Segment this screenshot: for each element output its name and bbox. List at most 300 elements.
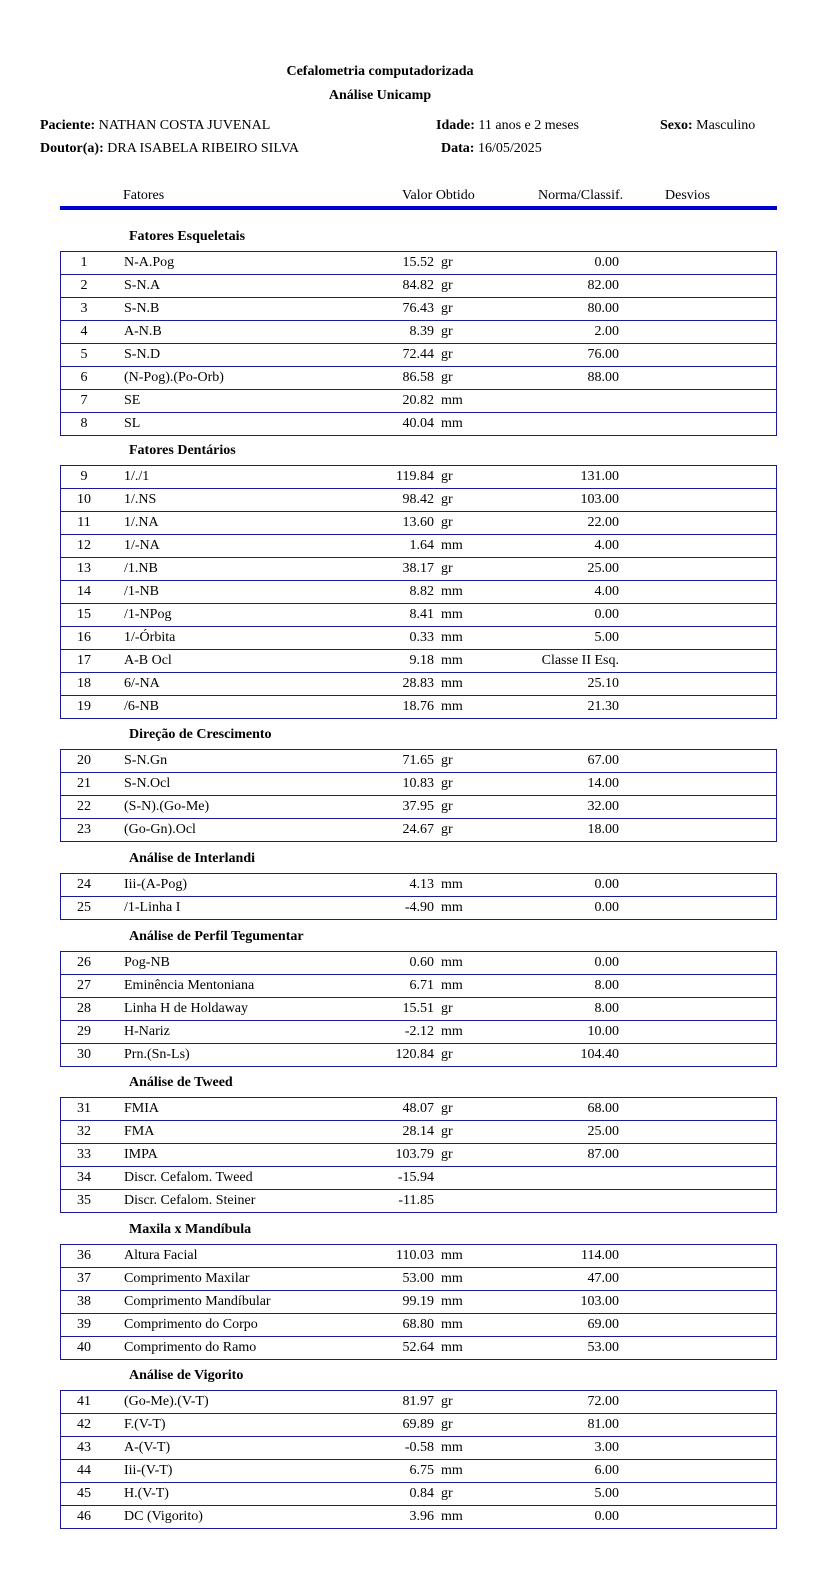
obtained-value: 38.17 [402, 561, 434, 576]
table-row [61, 604, 776, 627]
obtained-value: 40.04 [402, 416, 434, 431]
row-number: 20 [77, 753, 91, 768]
obtained-value: 0.84 [409, 1486, 434, 1501]
factor-name: /1-NPog [124, 607, 172, 622]
section-table [60, 951, 777, 1067]
norm-value: 0.00 [594, 255, 619, 270]
obtained-value: -0.58 [404, 1440, 434, 1455]
factor-name: Iii-(V-T) [124, 1463, 173, 1478]
section-table [60, 873, 777, 920]
row-number: 12 [77, 538, 91, 553]
factor-name: (Go-Me).(V-T) [124, 1394, 209, 1409]
table-row [61, 344, 776, 367]
table-row [61, 750, 776, 773]
value-unit: mm [441, 676, 463, 691]
factor-name: FMA [124, 1124, 155, 1139]
row-number: 42 [77, 1417, 91, 1432]
value-unit: mm [441, 630, 463, 645]
factor-name: A-B Ocl [124, 653, 172, 668]
table-row [61, 558, 776, 581]
section-title: Maxila x Mandíbula [129, 1222, 252, 1237]
value-unit: gr [441, 1047, 453, 1062]
section-table [60, 465, 777, 719]
obtained-value: 0.60 [409, 955, 434, 970]
value-unit: mm [441, 699, 463, 714]
table-row [61, 298, 776, 321]
value-unit: mm [441, 1248, 463, 1263]
section-title: Análise de Vigorito [129, 1368, 244, 1383]
value-unit: gr [441, 822, 453, 837]
value-unit: mm [441, 653, 463, 668]
row-number: 17 [77, 653, 91, 668]
norm-value: 21.30 [587, 699, 619, 714]
section-table [60, 1097, 777, 1213]
factor-name: 1/.NS [124, 492, 157, 507]
norm-value: 5.00 [594, 630, 619, 645]
value-unit: gr [441, 515, 453, 530]
factor-name: H.(V-T) [124, 1486, 169, 1501]
factor-name: Discr. Cefalom. Steiner [124, 1193, 256, 1208]
patient-label: Paciente: [40, 118, 96, 133]
obtained-value: 103.79 [395, 1147, 434, 1162]
obtained-value: 6.71 [409, 978, 434, 993]
value-unit: mm [441, 900, 463, 915]
obtained-value: 86.58 [402, 370, 434, 385]
table-row [61, 252, 776, 275]
row-number: 25 [77, 900, 91, 915]
row-number: 30 [77, 1047, 91, 1062]
norm-value: 5.00 [594, 1486, 619, 1501]
table-row [61, 1044, 776, 1067]
row-number: 9 [80, 469, 88, 484]
row-number: 39 [77, 1317, 91, 1332]
col-header-valor: Valor Obtido [402, 188, 475, 203]
row-number: 1 [80, 255, 88, 270]
norm-value: 8.00 [594, 978, 619, 993]
value-unit: gr [441, 301, 453, 316]
value-unit: mm [441, 1024, 463, 1039]
value-unit: mm [441, 978, 463, 993]
row-number: 32 [77, 1124, 91, 1139]
obtained-value: -11.85 [398, 1193, 434, 1208]
row-number: 13 [77, 561, 91, 576]
norm-value: 0.00 [594, 900, 619, 915]
obtained-value: 18.76 [402, 699, 434, 714]
factor-name: Linha H de Holdaway [124, 1001, 249, 1016]
sex-line [660, 118, 755, 134]
row-number: 29 [77, 1024, 91, 1039]
row-number: 18 [77, 676, 91, 691]
norm-value: 69.00 [587, 1317, 619, 1332]
norm-value: 103.00 [580, 1294, 619, 1309]
norm-value: 6.00 [594, 1463, 619, 1478]
obtained-value: 53.00 [402, 1271, 434, 1286]
factor-name: /6-NB [124, 699, 159, 714]
obtained-value: 71.65 [402, 753, 434, 768]
value-unit: gr [441, 1001, 453, 1016]
obtained-value: 84.82 [402, 278, 434, 293]
norm-value: 53.00 [587, 1340, 619, 1355]
factor-name: Prn.(Sn-Ls) [124, 1047, 190, 1062]
obtained-value: 28.83 [402, 676, 434, 691]
table-row [61, 998, 776, 1021]
table-row [61, 489, 776, 512]
table-row [61, 1268, 776, 1291]
table-row [61, 1098, 776, 1121]
row-number: 36 [77, 1248, 91, 1263]
obtained-value: -15.94 [397, 1170, 434, 1185]
value-unit: mm [441, 1294, 463, 1309]
table-row [61, 321, 776, 344]
row-number: 10 [77, 492, 91, 507]
norm-value: 81.00 [587, 1417, 619, 1432]
obtained-value: 1.64 [409, 538, 434, 553]
row-number: 15 [77, 607, 91, 622]
date-value: 16/05/2025 [477, 141, 542, 156]
row-number: 44 [77, 1463, 91, 1478]
table-row [61, 1314, 776, 1337]
factor-name: N-A.Pog [124, 255, 175, 270]
factor-name: S-N.A [124, 278, 161, 293]
row-number: 22 [77, 799, 91, 814]
table-row [61, 796, 776, 819]
value-unit: gr [441, 278, 453, 293]
value-unit: mm [441, 1463, 463, 1478]
obtained-value: 110.03 [396, 1248, 434, 1263]
table-row [61, 581, 776, 604]
row-number: 7 [80, 393, 88, 408]
value-unit: mm [441, 584, 463, 599]
norm-value: 88.00 [587, 370, 619, 385]
norm-value: 0.00 [594, 607, 619, 622]
table-row [61, 1245, 776, 1268]
obtained-value: 10.83 [402, 776, 434, 791]
factor-name: F.(V-T) [124, 1417, 166, 1432]
obtained-value: 8.82 [409, 584, 434, 599]
row-number: 6 [80, 370, 88, 385]
obtained-value: 4.13 [409, 877, 434, 892]
row-number: 8 [80, 416, 88, 431]
norm-value: 14.00 [587, 776, 619, 791]
row-number: 45 [77, 1486, 91, 1501]
section-title: Análise de Tweed [129, 1075, 233, 1090]
age-label: Idade: [436, 118, 475, 133]
table-row [61, 1391, 776, 1414]
value-unit: gr [441, 492, 453, 507]
norm-value: 4.00 [594, 584, 619, 599]
table-row [61, 1460, 776, 1483]
table-row [61, 367, 776, 390]
section-table [60, 749, 777, 842]
row-number: 28 [77, 1001, 91, 1016]
factor-name: /1-NB [124, 584, 159, 599]
date-line [441, 141, 542, 157]
factor-name: IMPA [124, 1147, 158, 1162]
table-row [61, 1414, 776, 1437]
value-unit: mm [441, 1440, 463, 1455]
obtained-value: 8.39 [409, 324, 434, 339]
sex-label: Sexo: [660, 118, 693, 133]
table-row [61, 275, 776, 298]
table-row [61, 1121, 776, 1144]
norm-value: 114.00 [581, 1248, 619, 1263]
obtained-value: 68.80 [402, 1317, 434, 1332]
row-number: 3 [80, 301, 88, 316]
obtained-value: 48.07 [402, 1101, 434, 1116]
section-table [60, 1244, 777, 1360]
header-divider [60, 206, 777, 210]
norm-value: 67.00 [587, 753, 619, 768]
col-header-fatores: Fatores [123, 188, 165, 203]
factor-name: Pog-NB [124, 955, 170, 970]
value-unit: mm [441, 1317, 463, 1332]
factor-name: SL [124, 416, 141, 431]
obtained-value: 20.82 [402, 393, 434, 408]
obtained-value: 119.84 [396, 469, 434, 484]
norm-value: 2.00 [594, 324, 619, 339]
obtained-value: 6.75 [409, 1463, 434, 1478]
norm-value: 10.00 [587, 1024, 619, 1039]
factor-name: /1.NB [124, 561, 158, 576]
report-title: Cefalometria computadorizada [286, 64, 474, 79]
factor-name: Comprimento do Ramo [124, 1340, 257, 1355]
norm-value: 82.00 [587, 278, 619, 293]
obtained-value: 13.60 [402, 515, 434, 530]
section-title: Fatores Dentários [129, 443, 236, 458]
table-row [61, 1483, 776, 1506]
value-unit: gr [441, 370, 453, 385]
table-row [61, 1021, 776, 1044]
norm-value: 32.00 [587, 799, 619, 814]
table-row [61, 874, 776, 897]
row-number: 46 [77, 1509, 91, 1524]
factor-name: (Go-Gn).Ocl [124, 822, 196, 837]
norm-value: 25.10 [587, 676, 619, 691]
norm-value: 0.00 [594, 877, 619, 892]
value-unit: gr [441, 469, 453, 484]
norm-value: 22.00 [587, 515, 619, 530]
table-row [61, 1506, 776, 1529]
obtained-value: 52.64 [402, 1340, 434, 1355]
factor-name: DC (Vigorito) [124, 1509, 203, 1524]
norm-value: 47.00 [587, 1271, 619, 1286]
factor-name: /1-Linha I [124, 900, 181, 915]
factor-name: A-(V-T) [124, 1440, 171, 1455]
table-row [61, 819, 776, 842]
factor-name: 1/.NA [124, 515, 159, 530]
factor-name: Iii-(A-Pog) [124, 877, 187, 892]
section-title: Direção de Crescimento [129, 727, 272, 742]
factor-name: S-N.Ocl [124, 776, 171, 791]
report-subtitle: Análise Unicamp [328, 88, 432, 103]
obtained-value: 69.89 [402, 1417, 434, 1432]
doctor-name: DRA ISABELA RIBEIRO SILVA [107, 141, 300, 156]
factor-name: Comprimento do Corpo [124, 1317, 258, 1332]
patient-name: NATHAN COSTA JUVENAL [98, 118, 271, 133]
obtained-value: -2.12 [404, 1024, 434, 1039]
row-number: 21 [77, 776, 91, 791]
norm-value: 76.00 [587, 347, 619, 362]
factor-name: SE [124, 393, 141, 408]
col-header-norma: Norma/Classif. [538, 188, 624, 203]
table-row [61, 1167, 776, 1190]
section-title: Análise de Interlandi [129, 851, 256, 866]
row-number: 31 [77, 1101, 91, 1116]
factor-name: (S-N).(Go-Me) [124, 799, 210, 814]
value-unit: gr [441, 1394, 453, 1409]
norm-value: 25.00 [587, 561, 619, 576]
factor-name: S-N.B [124, 301, 160, 316]
doctor-line [40, 141, 299, 157]
obtained-value: 76.43 [402, 301, 434, 316]
row-number: 34 [77, 1170, 91, 1185]
table-row [61, 1190, 776, 1213]
row-number: 2 [80, 278, 88, 293]
factor-name: A-N.B [124, 324, 162, 339]
factor-name: Comprimento Maxilar [124, 1271, 250, 1286]
row-number: 37 [77, 1271, 91, 1286]
norm-value: 18.00 [587, 822, 619, 837]
obtained-value: 98.42 [402, 492, 434, 507]
value-unit: mm [441, 1509, 463, 1524]
factor-name: S-N.D [124, 347, 161, 362]
obtained-value: 37.95 [402, 799, 434, 814]
value-unit: gr [441, 753, 453, 768]
factor-name: FMIA [124, 1101, 160, 1116]
patient-line [40, 118, 270, 134]
value-unit: mm [441, 393, 463, 408]
value-unit: gr [441, 1124, 453, 1139]
date-label: Data: [441, 141, 475, 156]
doctor-label: Doutor(a): [40, 141, 104, 156]
obtained-value: 120.84 [395, 1047, 434, 1062]
table-row [61, 673, 776, 696]
section-title: Fatores Esqueletais [129, 229, 246, 244]
table-row [61, 535, 776, 558]
obtained-value: 15.51 [402, 1001, 434, 1016]
table-row [61, 975, 776, 998]
section-title: Análise de Perfil Tegumentar [129, 929, 304, 944]
row-number: 40 [77, 1340, 91, 1355]
value-unit: gr [441, 1101, 453, 1116]
value-unit: gr [441, 1147, 453, 1162]
norm-value: 103.00 [580, 492, 619, 507]
norm-value: 87.00 [587, 1147, 619, 1162]
age-value: 11 anos e 2 meses [478, 118, 579, 133]
table-row [61, 390, 776, 413]
obtained-value: 28.14 [402, 1124, 434, 1139]
factor-name: Eminência Mentoniana [124, 978, 255, 993]
value-unit: mm [441, 416, 463, 431]
factor-name: (N-Pog).(Po-Orb) [124, 370, 224, 385]
value-unit: gr [441, 255, 453, 270]
value-unit: gr [441, 1417, 453, 1432]
norm-value: 0.00 [594, 1509, 619, 1524]
obtained-value: 0.33 [409, 630, 434, 645]
obtained-value: 15.52 [402, 255, 434, 270]
norm-value: 80.00 [587, 301, 619, 316]
row-number: 35 [77, 1193, 91, 1208]
norm-value: 3.00 [594, 1440, 619, 1455]
value-unit: mm [441, 538, 463, 553]
obtained-value: 72.44 [402, 347, 434, 362]
value-unit: mm [441, 955, 463, 970]
obtained-value: 81.97 [402, 1394, 434, 1409]
factor-name: Altura Facial [124, 1248, 198, 1263]
norm-value: 131.00 [580, 469, 619, 484]
sex-value: Masculino [696, 118, 756, 133]
value-unit: gr [441, 799, 453, 814]
value-unit: mm [441, 607, 463, 622]
row-number: 43 [77, 1440, 91, 1455]
table-row [61, 1144, 776, 1167]
factor-name: S-N.Gn [124, 753, 168, 768]
table-row [61, 627, 776, 650]
section-table [60, 1390, 777, 1529]
factor-name: Comprimento Mandíbular [124, 1294, 271, 1309]
row-number: 26 [77, 955, 91, 970]
table-row [61, 897, 776, 920]
value-unit: mm [441, 1340, 463, 1355]
section-table [60, 251, 777, 436]
table-row [61, 1291, 776, 1314]
table-row [61, 512, 776, 535]
obtained-value: 9.18 [409, 653, 434, 668]
table-row [61, 696, 776, 719]
row-number: 14 [77, 584, 91, 599]
obtained-value: 8.41 [409, 607, 434, 622]
value-unit: gr [441, 347, 453, 362]
obtained-value: -4.90 [404, 900, 434, 915]
norm-value: 25.00 [587, 1124, 619, 1139]
table-row [61, 466, 776, 489]
row-number: 23 [77, 822, 91, 837]
row-number: 16 [77, 630, 91, 645]
factor-name: 1/-NA [124, 538, 160, 553]
row-number: 38 [77, 1294, 91, 1309]
obtained-value: 3.96 [409, 1509, 434, 1524]
factor-name: 1/-Órbita [124, 630, 176, 645]
value-unit: gr [441, 324, 453, 339]
value-unit: gr [441, 1486, 453, 1501]
norm-value: Classe II Esq. [541, 653, 619, 668]
factor-name: 1/./1 [124, 469, 150, 484]
table-row [61, 413, 776, 436]
value-unit: mm [441, 877, 463, 892]
col-header-desvios: Desvios [665, 188, 711, 203]
table-row [61, 773, 776, 796]
row-number: 24 [77, 877, 91, 892]
norm-value: 4.00 [594, 538, 619, 553]
table-row [61, 952, 776, 975]
row-number: 4 [80, 324, 88, 339]
table-row [61, 650, 776, 673]
norm-value: 8.00 [594, 1001, 619, 1016]
norm-value: 72.00 [587, 1394, 619, 1409]
norm-value: 68.00 [587, 1101, 619, 1116]
norm-value: 104.40 [580, 1047, 619, 1062]
row-number: 5 [80, 347, 88, 362]
row-number: 27 [77, 978, 91, 993]
factor-name: Discr. Cefalom. Tweed [124, 1170, 253, 1185]
row-number: 19 [77, 699, 91, 714]
factor-name: H-Nariz [124, 1024, 170, 1039]
value-unit: mm [441, 1271, 463, 1286]
value-unit: gr [441, 776, 453, 791]
factor-name: 6/-NA [124, 676, 160, 691]
table-row [61, 1337, 776, 1360]
value-unit: gr [441, 561, 453, 576]
